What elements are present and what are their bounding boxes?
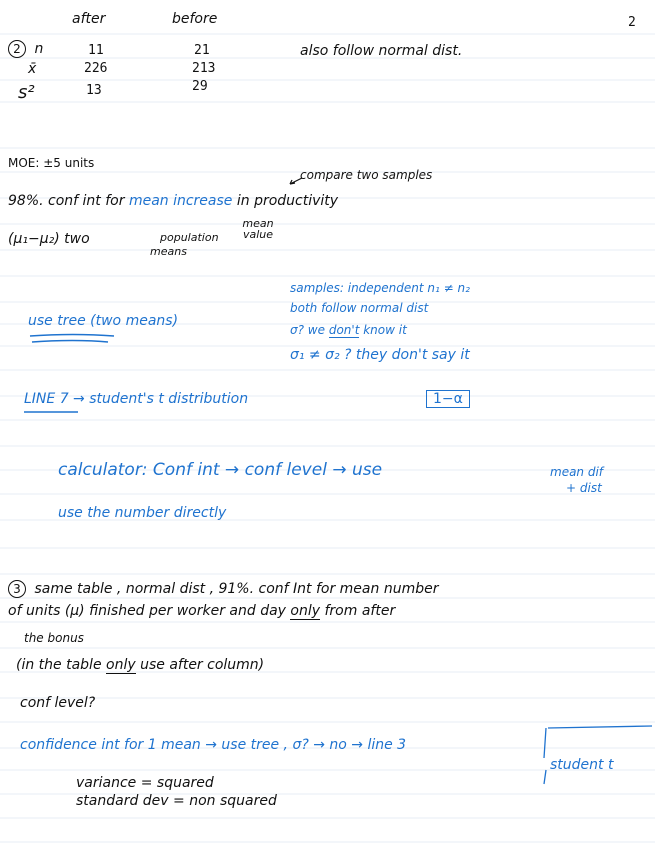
q3-line4-only: only: [106, 657, 136, 673]
mean-dif-note: mean dif: [550, 465, 604, 479]
q3-only-text: only: [290, 603, 321, 619]
row-s2-before: 29: [192, 79, 208, 94]
arrow-icon: [288, 176, 304, 186]
question-3-line-4: [16, 658, 264, 672]
row-n-after: 11: [88, 43, 104, 58]
samples-line-1: samples: independent n₁ ≠ n₂: [290, 281, 470, 295]
row-xbar-before: 213: [192, 61, 216, 76]
std-dev-note: standard dev = non squared: [76, 793, 277, 809]
question-2-row-n: [8, 40, 43, 58]
confidence-int-line: confidence int for 1 mean → use tree , σ? → no → line 3: [20, 737, 407, 753]
mu-difference: (μ₁−μ₂) two: [8, 231, 90, 247]
normal-dist-note: also follow normal dist.: [300, 43, 463, 59]
line-3-bracket: [540, 718, 655, 788]
conf-int-prefix: 98%. conf int for: [8, 193, 125, 209]
row-s2-after: 13: [86, 83, 102, 98]
moe-line: MOE: ±5 units: [8, 156, 95, 170]
calculator-note: calculator: Conf int → conf level → use: [58, 460, 383, 480]
question-2-circle: 2: [8, 40, 26, 58]
line-7-underline: [22, 408, 82, 416]
column-header-before: before: [172, 11, 218, 27]
use-tree-note: use tree (two means): [28, 313, 179, 329]
q3-line2-prefix: of units (μ) finished per worker and day: [8, 603, 286, 619]
population-label: population: [160, 231, 219, 244]
mean-value-note: mean value: [242, 217, 274, 241]
mean-increase-text: mean increase: [128, 193, 233, 209]
means-label: means: [150, 245, 187, 258]
conf-int-suffix: in productivity: [236, 193, 339, 209]
line-7-note: LINE 7 → student's t distribution: [24, 391, 249, 407]
sigma-question: σ? we: [290, 323, 325, 337]
samples-line-4: σ₁ ≠ σ₂ ? they don't say it: [290, 347, 470, 363]
question-3-line-2: [8, 604, 395, 618]
use-number-note: use the number directly: [58, 505, 227, 521]
samples-line-2: both follow normal dist: [290, 301, 429, 315]
q3-line4-prefix: (in the table: [16, 657, 102, 673]
row-n-label: n: [34, 41, 44, 57]
page-number: 2: [628, 15, 636, 30]
one-minus-alpha-box: 1−α: [426, 390, 470, 408]
question-3-line-3: the bonus: [24, 631, 84, 645]
dont-text: don't: [328, 323, 360, 337]
compare-annotation: compare two samples: [300, 168, 433, 182]
question-3-circle: 3: [8, 580, 26, 598]
q3-line1-text: same table , normal dist , 91%. conf Int for mean number: [34, 581, 439, 597]
question-3-line-1: [8, 580, 438, 598]
variance-note: variance = squared: [76, 775, 214, 791]
conf-int-line: [8, 194, 338, 208]
row-n-before: 21: [194, 43, 210, 58]
know-it-text: know it: [363, 323, 407, 337]
column-header-after: after: [72, 11, 106, 27]
row-xbar-after: 226: [84, 61, 108, 76]
student-t-note: student t: [550, 757, 614, 773]
q3-line2-suffix: from after: [324, 603, 396, 619]
samples-line-3: [290, 324, 407, 336]
underline-scribble: [28, 332, 118, 346]
dist-note: + dist: [566, 481, 602, 495]
conf-level-question: conf level?: [20, 695, 96, 711]
row-s2-label: s²: [18, 82, 35, 103]
q3-line4-suffix: use after column): [140, 657, 265, 673]
row-xbar-label: x̄: [28, 61, 37, 77]
